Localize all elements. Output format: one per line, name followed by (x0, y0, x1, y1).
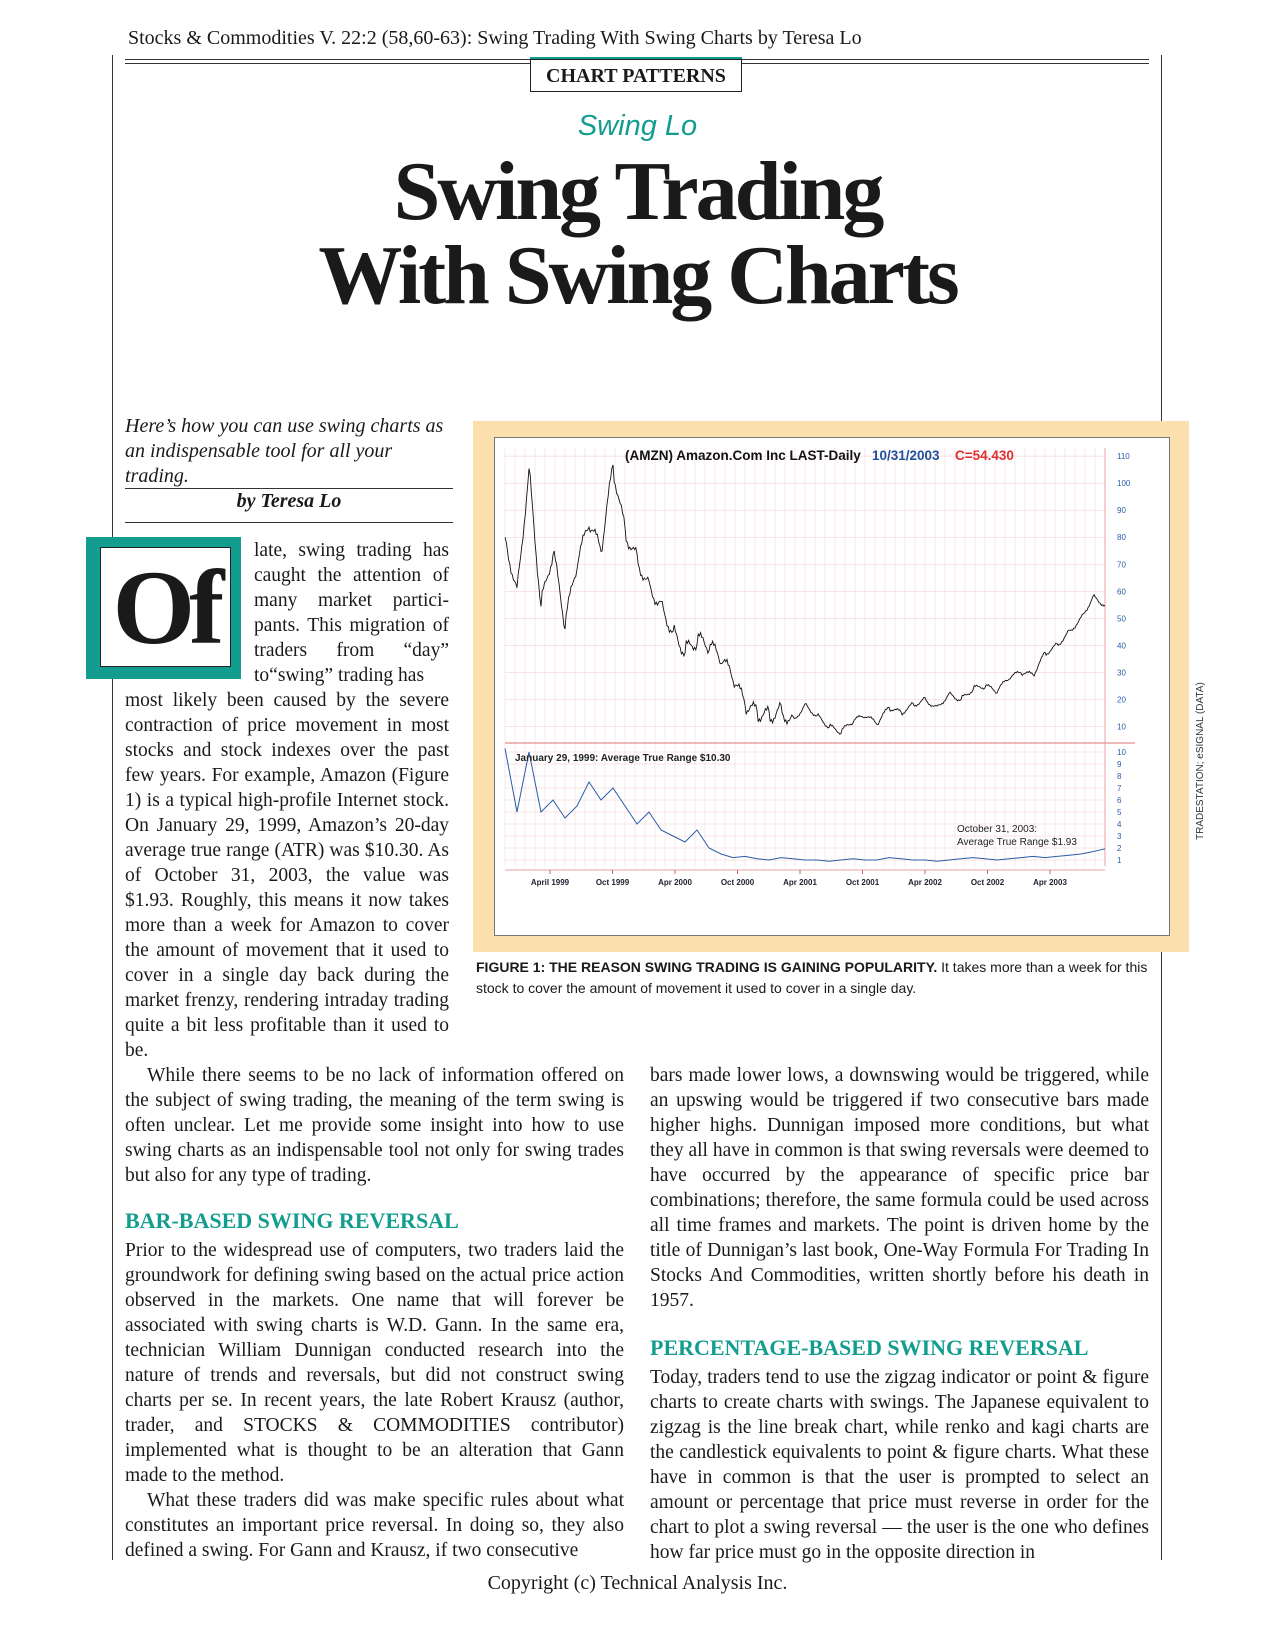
section-bar-based (125, 1208, 624, 1563)
title-line-2: With Swing Charts (318, 229, 957, 322)
atr-tick-label: 8 (1117, 772, 1122, 781)
caption-text: It takes more than a week for this stock to cover the amount of movement it used to cover in a single day. (476, 959, 1148, 996)
chart-source-tag: TRADESTATION; eSIGNAL (DATA) (1195, 682, 1206, 840)
price-tick-label: 70 (1117, 560, 1126, 570)
paragraph-3: Prior to the widespread use of computers, two traders laid the groundwork for defining swing based on the actual price action observed in the markets. One name that will forever be associated with swing charts is W.D. Gann. In the same era, technician William Dunnigan conducted research into the nature of trends and reversals, but did not construct swing charts per se. In recent years, the late Robert Krausz (author, trader, and STOCKS & COMMODITIES contributor) implemented what is thought to be an alteration that Gann made to the method. (125, 1240, 624, 1486)
price-tick-label: 60 (1117, 587, 1126, 597)
annotation-oct-2003: October 31, 2003: (957, 824, 1038, 835)
x-tick-label: Apr 2000 (658, 878, 692, 887)
atr-tick-label: 6 (1117, 796, 1122, 805)
atr-tick-label: 9 (1117, 760, 1122, 769)
price-tick-label: 20 (1117, 695, 1126, 705)
annotation-oct-2003-atr: Average True Range $1.93 (957, 837, 1077, 848)
paragraph-6: Today, traders tend to use the zigzag indicator or point & figure charts to create charts with swings. The Japanese equivalent to zigzag is the line break chart, while renko and kagi charts are the candlestick equivalents to point & figure charts. What these have in common is that the user is prompted to select an amount or percentage that price must reverse in order for the chart to plot a swing reversal — the user is the one who defines how far price must go in the opposite direction in (650, 1367, 1149, 1563)
atr-tick-label: 10 (1117, 748, 1126, 757)
x-tick-label: Oct 2001 (845, 878, 880, 887)
chart-title-close: C=54.430 (955, 448, 1014, 463)
paragraph-2: While there seems to be no lack of information offered on the subject of swing trading, the meaning of the term swing is often unclear. Let me provide some insight into how to use swing charts as an indispensable tool not only for swing trades but also for any type of trading. (125, 1065, 624, 1186)
section-percentage-based (650, 1335, 1149, 1565)
article-deck: Here’s how you can use swing charts as an indispensable tool for all your trading. (125, 415, 444, 487)
price-tick-label: 50 (1117, 614, 1126, 624)
price-tick-label: 40 (1117, 641, 1126, 651)
atr-tick-label: 4 (1117, 820, 1122, 829)
atr-tick-label: 7 (1117, 784, 1122, 793)
price-tick-label: 100 (1117, 479, 1131, 489)
chart-svg (495, 438, 1169, 935)
paragraph-5: bars made lower lows, a downswing would be triggered, while an upswing would be triggered if two consecutive bars made higher highs. Dunnigan imposed more conditions, but what they all have in common is that swing reversals were deemed to have occurred by the appearance of specific price bar combinations; therefore, the same formula could be used across all time frames and markets. The point is driven home by the title of Dunnigan’s last book, One-Way Formula For Trading In Stocks And Commodities, written shortly before his death in 1957. (650, 1065, 1149, 1311)
intro-text: most likely been caused by the severe contraction of price movement in most stocks and stock indexes over the past few years. For example, Amazon (Figure 1) is a typical high-profile Internet stock. On January 29, 1999, Amazon’s 20-day average true range (ATR) was $10.30. As of October 31, 2003, the value was $1.93. Roughly, this means it now takes more than a week for Amazon to cover the amount of movement that it used to cover in a single day back during the market frenzy, rendering intraday trading quite a bit less profitable than it used to be. (125, 690, 449, 1061)
x-tick-label: Oct 2000 (720, 878, 755, 887)
byline-rule-top (125, 488, 453, 489)
price-tick-label: 90 (1117, 506, 1126, 516)
x-tick-label: Apr 2003 (1033, 878, 1067, 887)
figure-1-chart (494, 437, 1170, 936)
price-tick-label: 80 (1117, 533, 1126, 543)
heading-bar-based: BAR-BASED SWING REVERSAL (125, 1208, 459, 1233)
caption-label: FIGURE 1: THE REASON SWING TRADING IS GAINING POPULARITY. (476, 959, 938, 975)
byline-rule-bottom (125, 522, 453, 523)
atr-tick-label: 1 (1117, 856, 1122, 865)
dropcap: Of (100, 547, 231, 667)
x-tick-label: Oct 2002 (970, 878, 1005, 887)
paragraph-4: What these traders did was make specific rules about what constitutes an important price reversal. In doing so, they also defined a swing. For Gann and Krausz, if two consecutive (125, 1490, 624, 1561)
x-tick-label: Apr 2002 (908, 878, 942, 887)
kicker: Swing Lo (577, 110, 698, 142)
x-tick-label: Apr 2001 (783, 878, 817, 887)
copyright-footer: Copyright (c) Technical Analysis Inc. (487, 1572, 788, 1594)
page-title (0, 145, 1275, 322)
x-tick-label: April 1999 (530, 878, 570, 887)
running-head: Stocks & Commodities V. 22:2 (58,60-63): Swing Trading With Swing Charts by Teresa Lo (128, 27, 862, 49)
atr-tick-label: 3 (1117, 832, 1122, 841)
figure-caption (476, 957, 1158, 999)
annotation-jan-1999: January 29, 1999: Average True Range $10.30 (515, 753, 731, 764)
title-line-1: Swing Trading (393, 145, 882, 238)
byline: by Teresa Lo (236, 490, 342, 512)
price-tick-label: 10 (1117, 722, 1126, 732)
section-badge: CHART PATTERNS (530, 59, 742, 92)
price-tick-label: 30 (1117, 668, 1126, 678)
chart-title-date: 10/31/2003 (872, 448, 940, 463)
atr-tick-label: 5 (1117, 808, 1122, 817)
heading-percentage-based: PERCENTAGE-BASED SWING REVERSAL (650, 1335, 1089, 1360)
price-tick-label: 110 (1117, 452, 1130, 462)
x-tick-label: Oct 1999 (595, 878, 630, 887)
atr-tick-label: 2 (1117, 844, 1122, 853)
chart-title: (AMZN) Amazon.Com Inc LAST-Daily (625, 448, 861, 463)
intro-text-beside-dropcap: late, swing trading has caught the attention of many market partici-pants. This migration of traders from “day” to“swing” trading has (254, 540, 449, 686)
